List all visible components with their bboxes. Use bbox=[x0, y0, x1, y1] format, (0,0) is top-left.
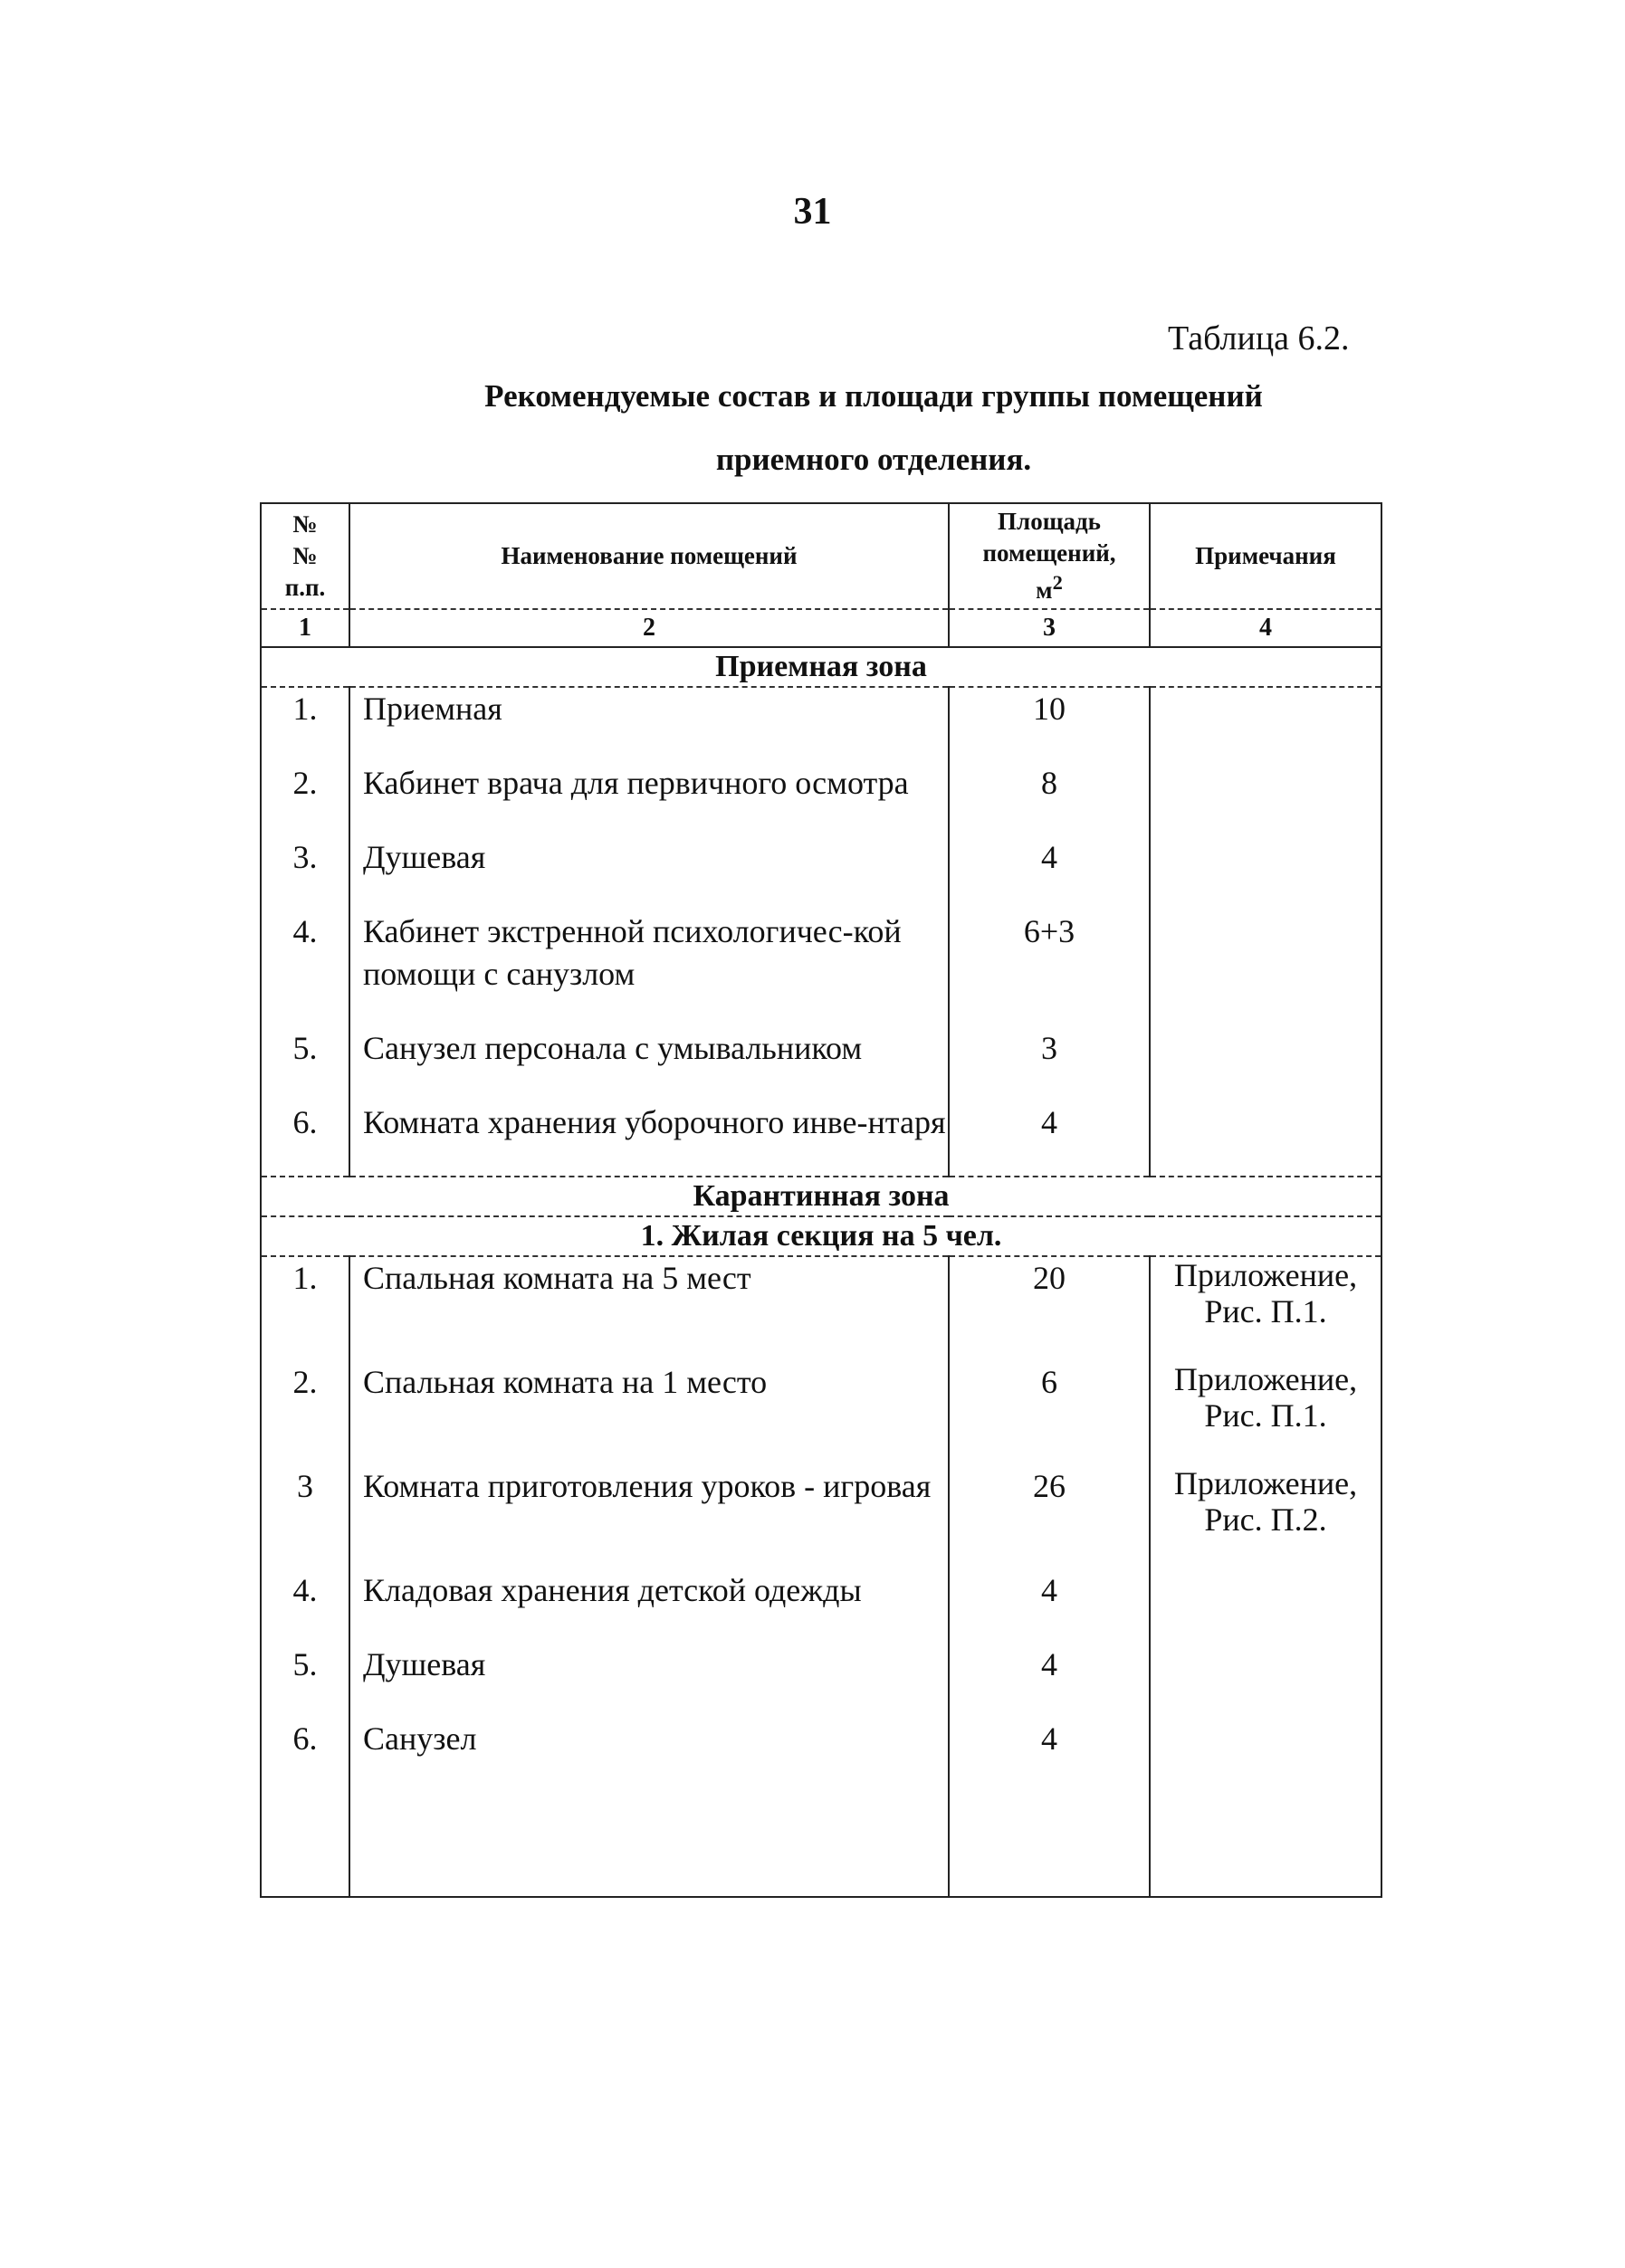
room-note bbox=[1150, 910, 1381, 996]
room-area: 10 bbox=[949, 687, 1150, 730]
spacer-cell bbox=[261, 805, 349, 836]
spacer-cell bbox=[1150, 1760, 1381, 1897]
table-row bbox=[261, 762, 1381, 805]
spacer-cell bbox=[1150, 1434, 1381, 1465]
spacer-cell bbox=[949, 996, 1150, 1027]
spacer-cell bbox=[949, 879, 1150, 910]
spacer-cell bbox=[261, 1760, 349, 1897]
row-number: 6. bbox=[261, 1718, 349, 1760]
header-notes: Примечания bbox=[1150, 503, 1381, 609]
row-number: 5. bbox=[261, 1027, 349, 1070]
spacer-cell bbox=[349, 1612, 949, 1644]
spacer-cell bbox=[949, 1434, 1150, 1465]
spacer-cell bbox=[261, 1612, 349, 1644]
room-area: 4 bbox=[949, 1569, 1150, 1612]
spacer-cell bbox=[1150, 1612, 1381, 1644]
spacer-cell bbox=[949, 730, 1150, 762]
spacer-cell bbox=[1150, 1144, 1381, 1177]
spacer-cell bbox=[261, 730, 349, 762]
room-note bbox=[1150, 836, 1381, 879]
spacer-cell bbox=[349, 1538, 949, 1569]
spacer-cell bbox=[261, 1434, 349, 1465]
row-number: 2. bbox=[261, 1361, 349, 1434]
table-row bbox=[261, 1644, 1381, 1686]
room-area: 8 bbox=[949, 762, 1150, 805]
room-area: 6 bbox=[949, 1361, 1150, 1434]
room-name: Приемная bbox=[349, 687, 949, 730]
row-number: 4. bbox=[261, 1569, 349, 1612]
row-number: 3. bbox=[261, 836, 349, 879]
row-spacer bbox=[261, 1612, 1381, 1644]
room-area: 6+3 bbox=[949, 910, 1150, 996]
row-spacer bbox=[261, 1760, 1381, 1897]
spacer-cell bbox=[261, 1329, 349, 1361]
spacer-cell bbox=[349, 805, 949, 836]
row-number: 1. bbox=[261, 687, 349, 730]
room-name: Кабинет врача для первичного осмотра bbox=[349, 762, 949, 805]
row-number: 1. bbox=[261, 1256, 349, 1329]
room-name: Душевая bbox=[349, 1644, 949, 1686]
spacer-cell bbox=[1150, 879, 1381, 910]
spacer-cell bbox=[349, 879, 949, 910]
rooms-table bbox=[260, 502, 1382, 1898]
spacer-cell bbox=[1150, 1538, 1381, 1569]
page-number: 31 bbox=[793, 191, 832, 233]
spacer-cell bbox=[949, 1538, 1150, 1569]
row-number: 2. bbox=[261, 762, 349, 805]
room-area: 20 bbox=[949, 1256, 1150, 1329]
room-note bbox=[1150, 1027, 1381, 1070]
spacer-cell bbox=[261, 996, 349, 1027]
room-note: Приложение, Рис. П.1. bbox=[1150, 1361, 1381, 1434]
spacer-cell bbox=[1150, 730, 1381, 762]
room-area: 4 bbox=[949, 1644, 1150, 1686]
room-name: Комната хранения уборочного инве-нтаря bbox=[349, 1101, 949, 1144]
row-number: 6. bbox=[261, 1101, 349, 1144]
spacer-cell bbox=[949, 1144, 1150, 1177]
table-row bbox=[261, 1361, 1381, 1434]
table-row bbox=[261, 1027, 1381, 1070]
column-number: 4 bbox=[1150, 609, 1381, 647]
spacer-cell bbox=[1150, 1686, 1381, 1718]
row-spacer bbox=[261, 730, 1381, 762]
spacer-cell bbox=[1150, 805, 1381, 836]
table-row bbox=[261, 687, 1381, 730]
header-name: Наименование помещений bbox=[349, 503, 949, 609]
spacer-cell bbox=[261, 1538, 349, 1569]
table-caption-line-2: приемного отделения. bbox=[715, 442, 1032, 477]
zone-subtitle: 1. Жилая секция на 5 чел. bbox=[261, 1216, 1381, 1256]
spacer-cell bbox=[949, 1612, 1150, 1644]
row-spacer bbox=[261, 1538, 1381, 1569]
row-spacer bbox=[261, 1070, 1381, 1101]
spacer-cell bbox=[349, 1686, 949, 1718]
column-numbers-row bbox=[261, 609, 1381, 647]
row-spacer bbox=[261, 805, 1381, 836]
spacer-cell bbox=[349, 1144, 949, 1177]
header-number: № № п.п. bbox=[261, 503, 349, 609]
room-name: Спальная комната на 1 место bbox=[349, 1361, 949, 1434]
spacer-cell bbox=[261, 1144, 349, 1177]
room-area: 26 bbox=[949, 1465, 1150, 1538]
header-area: Площадь помещений, $м^2$ bbox=[949, 503, 1150, 609]
spacer-cell bbox=[1150, 996, 1381, 1027]
room-area: 4 bbox=[949, 1718, 1150, 1760]
spacer-cell bbox=[949, 1070, 1150, 1101]
row-spacer bbox=[261, 879, 1381, 910]
row-spacer bbox=[261, 1329, 1381, 1361]
row-number: 3 bbox=[261, 1465, 349, 1538]
spacer-cell bbox=[261, 1070, 349, 1101]
column-number: 2 bbox=[349, 609, 949, 647]
row-spacer bbox=[261, 996, 1381, 1027]
room-note bbox=[1150, 1644, 1381, 1686]
row-spacer bbox=[261, 1686, 1381, 1718]
column-number: 1 bbox=[261, 609, 349, 647]
table-row bbox=[261, 1101, 1381, 1144]
zone-title: Приемная зона bbox=[261, 647, 1381, 687]
spacer-cell bbox=[949, 1760, 1150, 1897]
spacer-cell bbox=[1150, 1329, 1381, 1361]
room-name: Санузел bbox=[349, 1718, 949, 1760]
room-area: 4 bbox=[949, 1101, 1150, 1144]
table-row bbox=[261, 1718, 1381, 1760]
row-spacer bbox=[261, 1434, 1381, 1465]
room-name: Душевая bbox=[349, 836, 949, 879]
row-number: 5. bbox=[261, 1644, 349, 1686]
column-number: 3 bbox=[949, 609, 1150, 647]
spacer-cell bbox=[949, 805, 1150, 836]
room-name: Спальная комната на 5 мест bbox=[349, 1256, 949, 1329]
spacer-cell bbox=[349, 996, 949, 1027]
table-row bbox=[261, 1569, 1381, 1612]
row-spacer bbox=[261, 1144, 1381, 1177]
room-note bbox=[1150, 1718, 1381, 1760]
zone-header-row bbox=[261, 1216, 1381, 1256]
room-note bbox=[1150, 687, 1381, 730]
room-area: 3 bbox=[949, 1027, 1150, 1070]
room-area: 4 bbox=[949, 836, 1150, 879]
table-caption-line-1: Рекомендуемые состав и площади группы помещений bbox=[484, 378, 1263, 414]
room-name: Кладовая хранения детской одежды bbox=[349, 1569, 949, 1612]
row-number: 4. bbox=[261, 910, 349, 996]
zone-header-row bbox=[261, 647, 1381, 687]
spacer-cell bbox=[949, 1329, 1150, 1361]
room-name: Санузел персонала с умывальником bbox=[349, 1027, 949, 1070]
room-note: Приложение, Рис. П.1. bbox=[1150, 1256, 1381, 1329]
table-row bbox=[261, 910, 1381, 996]
spacer-cell bbox=[1150, 1070, 1381, 1101]
room-note: Приложение, Рис. П.2. bbox=[1150, 1465, 1381, 1538]
zone-header-row bbox=[261, 1177, 1381, 1216]
room-name: Кабинет экстренной психологичес-кой помощи с санузлом bbox=[349, 910, 949, 996]
spacer-cell bbox=[349, 1760, 949, 1897]
spacer-cell bbox=[261, 1686, 349, 1718]
table-row bbox=[261, 1465, 1381, 1538]
table-row bbox=[261, 836, 1381, 879]
spacer-cell bbox=[349, 730, 949, 762]
spacer-cell bbox=[349, 1329, 949, 1361]
spacer-cell bbox=[949, 1686, 1150, 1718]
table-row bbox=[261, 1256, 1381, 1329]
room-note bbox=[1150, 1569, 1381, 1612]
table-header-row bbox=[261, 503, 1381, 609]
room-note bbox=[1150, 762, 1381, 805]
table-label: Таблица 6.2. bbox=[1168, 319, 1350, 357]
spacer-cell bbox=[261, 879, 349, 910]
spacer-cell bbox=[349, 1070, 949, 1101]
spacer-cell bbox=[349, 1434, 949, 1465]
zone-title: Карантинная зона bbox=[261, 1177, 1381, 1216]
room-note bbox=[1150, 1101, 1381, 1144]
room-name: Комната приготовления уроков - игровая bbox=[349, 1465, 949, 1538]
